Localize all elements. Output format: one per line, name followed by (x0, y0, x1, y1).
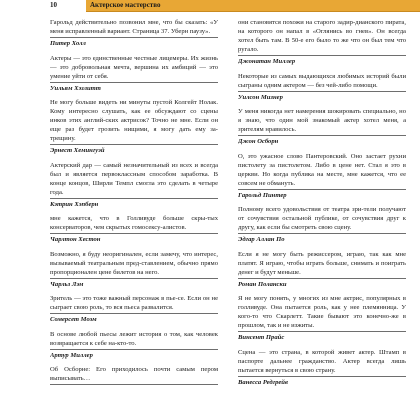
quote-text: О, это ужасное слово Пантеровский. Оно застает рухни пистолету за пистолетом. Либо в цене нет. Стал я это в церкви. Но когда публика на месте, мне кажется, что ее совсем не обмануть. (238, 152, 406, 190)
quote-entry (238, 294, 406, 342)
quote-text: Актеры — это единственные честные лицемеры. Их жизнь — это добровольная мечта, вершина их амбиций — это умение уйти от себя. (50, 54, 218, 83)
quote-entry (50, 330, 218, 360)
quote-text: они становятся похожи на старого задир-дианского пирата, на которого он напал в «Оглянись во гнев». Он всегда хотел быть там. В 50-е его было то же что он был тем что ругало. (238, 18, 406, 56)
quote-text: Об Осборне: Его приходилось почти самым пером выписывать… (50, 365, 218, 385)
quote-author: Эдгар Аллан По (238, 236, 285, 243)
quote-text: Актерский дар — самый незначительный из всех и всегда был и является первоклассным способом заработка. В конце концов, Ширли Темпл смогла это сделать в четыре года. (50, 161, 218, 199)
quote-text: мне кажется, что в Голливуде больше скры-тых консерваторов, чем скрытых гомосексу-алистов. (50, 214, 218, 234)
quote-entry (50, 214, 218, 244)
quote-text: Полному всего удовольствия от театра зри-тели получают от сочувствия остальной публике, от сочувствия друг к другу, как если бы смотреть свою сцену. (238, 205, 406, 234)
left-column (50, 18, 218, 418)
quote-text: Зритель — это тоже важный персонаж в пье-се. Если он не сыграет свою роль, то вся пьеса развалится. (50, 294, 218, 314)
quote-author: Кэтрин Хэпберн (50, 200, 99, 208)
quote-entry (50, 18, 218, 48)
quote-entry (238, 348, 406, 387)
quote-text: Сцена — это страна, в которой живет актер. Штамп в паспорте дальнее гражданство. Актер всегда лишь пытается вернуться в свою страну. (238, 348, 406, 377)
quote-author: Ванесса Редгрейв (238, 378, 288, 386)
quote-entry (50, 161, 218, 209)
quote-author: Джонатан Миллер (238, 58, 296, 65)
quote-text: В основе любой пьесы лежит история о том, как человек возвращается к себе на-кто-то. (50, 330, 218, 350)
quote-author: Артур Миллер (50, 351, 93, 359)
quote-author: Сомерсет Моэм (50, 316, 97, 323)
quote-author: Уильям Хэзлитт (50, 84, 101, 92)
quote-entry (50, 54, 218, 93)
quote-text: Не могу больше видеть ни минуты пустой Колгейт Нолак. Кому интересно слушать, как ее обсуждают со сцены инков этих англий-ских актрисок? Точно не мне. Если он еще раз будет грозить нищими, я могу дать ему за-трещину. (50, 98, 218, 145)
quote-text: Если я не могу быть режиссером, играю, так как мне платят. Я играю, чтобы играть больше, снимать и поиграть денег и будут меньше. (238, 250, 406, 279)
section-title: Актерское мастерство (90, 1, 161, 9)
quote-author: Питер Холл (50, 40, 86, 47)
quote-entry (50, 294, 218, 324)
quote-entry (50, 365, 218, 385)
quote-entry (238, 205, 406, 244)
running-title-bar (86, 0, 420, 12)
quote-author: Чарльз Лэм (50, 280, 84, 288)
page-number: 10 (50, 1, 57, 9)
quote-entry (238, 152, 406, 200)
quote-author: Роман Полански (238, 280, 287, 288)
quote-author: Уилсон Мизнер (238, 93, 283, 101)
quote-author: Винсент Прайс (238, 334, 285, 341)
quote-text: У меня никогда нет намерения шокировать специально, но я знаю, что один мой знакомый актер хотел меня, а зрителям нравилось. (238, 107, 406, 136)
page-header (50, 0, 420, 12)
quote-entry (238, 250, 406, 289)
quote-entry (50, 98, 218, 155)
quote-text: Гарольд действительно позвонил мне, что бы сказать: «У меня исправленный вариант. Страница 37. Уберн паузу». (50, 18, 218, 38)
quote-entry (238, 18, 406, 66)
quote-author: Эрнест Хемингуэй (50, 147, 105, 154)
quote-text: Возможно, я буду неоригинален, если замечу, что интерес, вызываемый театральным пред-ставлением, обычно прямо пропорционален цене билетов на него. (50, 250, 218, 279)
quote-entry (50, 250, 218, 289)
quote-author: Гарольд Пинтер (238, 191, 287, 199)
quote-author: Чарлтон Хестон (50, 236, 101, 243)
quote-author: Джон Осборн (238, 138, 279, 145)
quote-text: Я не могу понять, у многих из мне актрис, популярных в голливуде. Она пытается роль, как у нее племянница. У кого-то что Скарлетт. Такие бывают это конечно-же в прошлом, так и не изжиты. (238, 294, 406, 332)
right-column (238, 18, 406, 418)
quote-text: Некоторые из самых выдающихся любимых историй были сыграны одним актером — без чей-либо помощи. (238, 72, 406, 92)
quote-entry (238, 107, 406, 146)
quote-entry (238, 72, 406, 102)
